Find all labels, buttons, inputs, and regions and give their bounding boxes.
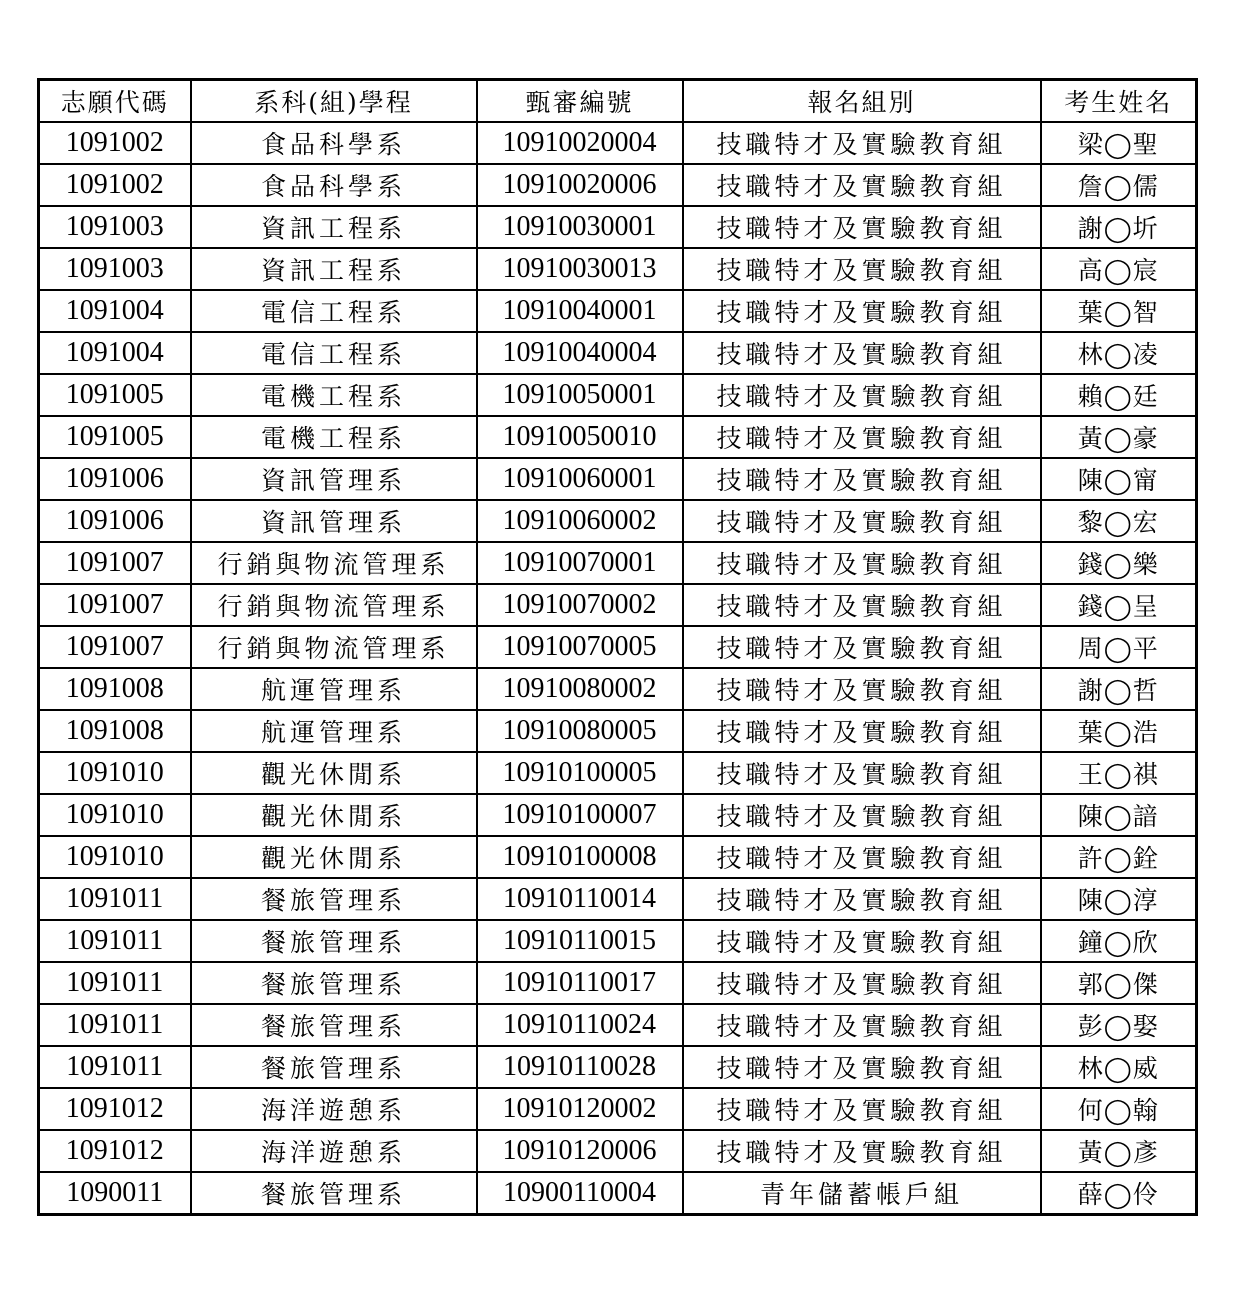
exam-number-cell: 10910050010: [477, 416, 683, 458]
table-row: [39, 1004, 1197, 1046]
table-row: [39, 164, 1197, 206]
table-row: [39, 332, 1197, 374]
exam-number-cell: 10910070002: [477, 584, 683, 626]
candidate-name-cell: 葉◯智: [1041, 290, 1197, 332]
candidate-name-cell: 鐘◯欣: [1041, 920, 1197, 962]
department-cell: 觀光休閒系: [191, 836, 477, 878]
application-group-cell: 技職特才及實驗教育組: [683, 794, 1041, 836]
exam-number-cell: 10910110015: [477, 920, 683, 962]
application-group-cell: 技職特才及實驗教育組: [683, 416, 1041, 458]
application-group-cell: 技職特才及實驗教育組: [683, 122, 1041, 164]
table-header: [39, 80, 1197, 123]
candidate-name-cell: 周◯平: [1041, 626, 1197, 668]
exam-number-cell: 10900110004: [477, 1172, 683, 1215]
choice-code-cell: 1091002: [39, 164, 191, 206]
table-row: [39, 248, 1197, 290]
choice-code-cell: 1091006: [39, 500, 191, 542]
exam-number-cell: 10910120002: [477, 1088, 683, 1130]
candidate-name-cell: 錢◯樂: [1041, 542, 1197, 584]
exam-number-cell: 10910030013: [477, 248, 683, 290]
candidate-name-cell: 薛◯伶: [1041, 1172, 1197, 1215]
department-cell: 電信工程系: [191, 290, 477, 332]
candidate-name-cell: 陳◯諳: [1041, 794, 1197, 836]
header-choice-code: 志願代碼: [39, 80, 191, 123]
table-row: [39, 752, 1197, 794]
choice-code-cell: 1091007: [39, 584, 191, 626]
application-group-cell: 技職特才及實驗教育組: [683, 836, 1041, 878]
candidate-name-cell: 何◯翰: [1041, 1088, 1197, 1130]
exam-number-cell: 10910110024: [477, 1004, 683, 1046]
header-row: [39, 80, 1197, 123]
exam-number-cell: 10910040004: [477, 332, 683, 374]
table-row: [39, 668, 1197, 710]
choice-code-cell: 1090011: [39, 1172, 191, 1215]
choice-code-cell: 1091010: [39, 752, 191, 794]
candidate-name-cell: 黃◯彥: [1041, 1130, 1197, 1172]
department-cell: 航運管理系: [191, 710, 477, 752]
choice-code-cell: 1091010: [39, 794, 191, 836]
candidate-name-cell: 彭◯娶: [1041, 1004, 1197, 1046]
department-cell: 食品科學系: [191, 164, 477, 206]
exam-number-cell: 10910100008: [477, 836, 683, 878]
department-cell: 餐旅管理系: [191, 878, 477, 920]
application-group-cell: 青年儲蓄帳戶組: [683, 1172, 1041, 1215]
exam-number-cell: 10910080002: [477, 668, 683, 710]
exam-number-cell: 10910060002: [477, 500, 683, 542]
application-group-cell: 技職特才及實驗教育組: [683, 332, 1041, 374]
table-row: [39, 416, 1197, 458]
choice-code-cell: 1091012: [39, 1130, 191, 1172]
choice-code-cell: 1091003: [39, 248, 191, 290]
choice-code-cell: 1091012: [39, 1088, 191, 1130]
department-cell: 資訊管理系: [191, 500, 477, 542]
exam-number-cell: 10910120006: [477, 1130, 683, 1172]
department-cell: 航運管理系: [191, 668, 477, 710]
department-cell: 資訊工程系: [191, 206, 477, 248]
table-row: [39, 878, 1197, 920]
candidate-name-cell: 陳◯淳: [1041, 878, 1197, 920]
application-group-cell: 技職特才及實驗教育組: [683, 920, 1041, 962]
table-body: [39, 122, 1197, 1215]
table-row: [39, 1046, 1197, 1088]
candidate-name-cell: 詹◯儒: [1041, 164, 1197, 206]
candidate-name-cell: 黃◯豪: [1041, 416, 1197, 458]
exam-number-cell: 10910070005: [477, 626, 683, 668]
choice-code-cell: 1091011: [39, 962, 191, 1004]
choice-code-cell: 1091005: [39, 374, 191, 416]
table-row: [39, 290, 1197, 332]
choice-code-cell: 1091011: [39, 1004, 191, 1046]
application-group-cell: 技職特才及實驗教育組: [683, 752, 1041, 794]
application-group-cell: 技職特才及實驗教育組: [683, 1088, 1041, 1130]
table-row: [39, 710, 1197, 752]
header-candidate-name: 考生姓名: [1041, 80, 1197, 123]
header-department: 系科(組)學程: [191, 80, 477, 123]
table-row: [39, 836, 1197, 878]
candidate-name-cell: 陳◯甯: [1041, 458, 1197, 500]
application-group-cell: 技職特才及實驗教育組: [683, 626, 1041, 668]
exam-number-cell: 10910100005: [477, 752, 683, 794]
table-row: [39, 542, 1197, 584]
candidate-name-cell: 葉◯浩: [1041, 710, 1197, 752]
department-cell: 餐旅管理系: [191, 1004, 477, 1046]
exam-number-cell: 10910100007: [477, 794, 683, 836]
candidate-name-cell: 高◯宸: [1041, 248, 1197, 290]
table-row: [39, 206, 1197, 248]
candidate-name-cell: 謝◯圻: [1041, 206, 1197, 248]
application-group-cell: 技職特才及實驗教育組: [683, 290, 1041, 332]
department-cell: 電機工程系: [191, 374, 477, 416]
candidate-name-cell: 黎◯宏: [1041, 500, 1197, 542]
exam-number-cell: 10910030001: [477, 206, 683, 248]
application-group-cell: 技職特才及實驗教育組: [683, 374, 1041, 416]
application-group-cell: 技職特才及實驗教育組: [683, 962, 1041, 1004]
application-group-cell: 技職特才及實驗教育組: [683, 164, 1041, 206]
header-exam-number: 甄審編號: [477, 80, 683, 123]
department-cell: 海洋遊憩系: [191, 1130, 477, 1172]
table-row: [39, 1130, 1197, 1172]
table-row: [39, 962, 1197, 1004]
table-row: [39, 920, 1197, 962]
exam-number-cell: 10910020006: [477, 164, 683, 206]
department-cell: 海洋遊憩系: [191, 1088, 477, 1130]
candidate-name-cell: 林◯威: [1041, 1046, 1197, 1088]
choice-code-cell: 1091010: [39, 836, 191, 878]
table-row: [39, 500, 1197, 542]
department-cell: 電機工程系: [191, 416, 477, 458]
application-group-cell: 技職特才及實驗教育組: [683, 710, 1041, 752]
table-row: [39, 1088, 1197, 1130]
application-group-cell: 技職特才及實驗教育組: [683, 1130, 1041, 1172]
table-row: [39, 794, 1197, 836]
choice-code-cell: 1091003: [39, 206, 191, 248]
application-group-cell: 技職特才及實驗教育組: [683, 206, 1041, 248]
department-cell: 餐旅管理系: [191, 962, 477, 1004]
exam-number-cell: 10910050001: [477, 374, 683, 416]
header-application-group: 報名組別: [683, 80, 1041, 123]
department-cell: 資訊工程系: [191, 248, 477, 290]
department-cell: 行銷與物流管理系: [191, 626, 477, 668]
exam-number-cell: 10910080005: [477, 710, 683, 752]
department-cell: 觀光休閒系: [191, 752, 477, 794]
exam-number-cell: 10910110028: [477, 1046, 683, 1088]
choice-code-cell: 1091002: [39, 122, 191, 164]
table-row: [39, 1172, 1197, 1215]
exam-number-cell: 10910070001: [477, 542, 683, 584]
table-row: [39, 374, 1197, 416]
department-cell: 食品科學系: [191, 122, 477, 164]
candidate-name-cell: 謝◯哲: [1041, 668, 1197, 710]
choice-code-cell: 1091006: [39, 458, 191, 500]
department-cell: 行銷與物流管理系: [191, 542, 477, 584]
choice-code-cell: 1091007: [39, 542, 191, 584]
department-cell: 資訊管理系: [191, 458, 477, 500]
application-group-cell: 技職特才及實驗教育組: [683, 1046, 1041, 1088]
application-group-cell: 技職特才及實驗教育組: [683, 1004, 1041, 1046]
application-group-cell: 技職特才及實驗教育組: [683, 584, 1041, 626]
candidate-name-cell: 郭◯傑: [1041, 962, 1197, 1004]
choice-code-cell: 1091007: [39, 626, 191, 668]
table-row: [39, 584, 1197, 626]
choice-code-cell: 1091005: [39, 416, 191, 458]
department-cell: 電信工程系: [191, 332, 477, 374]
choice-code-cell: 1091004: [39, 332, 191, 374]
candidate-name-cell: 賴◯廷: [1041, 374, 1197, 416]
candidate-name-cell: 錢◯呈: [1041, 584, 1197, 626]
exam-number-cell: 10910040001: [477, 290, 683, 332]
exam-number-cell: 10910060001: [477, 458, 683, 500]
exam-number-cell: 10910020004: [477, 122, 683, 164]
choice-code-cell: 1091008: [39, 668, 191, 710]
department-cell: 餐旅管理系: [191, 1046, 477, 1088]
application-group-cell: 技職特才及實驗教育組: [683, 458, 1041, 500]
department-cell: 觀光休閒系: [191, 794, 477, 836]
choice-code-cell: 1091011: [39, 1046, 191, 1088]
department-cell: 餐旅管理系: [191, 920, 477, 962]
choice-code-cell: 1091008: [39, 710, 191, 752]
choice-code-cell: 1091011: [39, 920, 191, 962]
department-cell: 餐旅管理系: [191, 1172, 477, 1215]
choice-code-cell: 1091004: [39, 290, 191, 332]
application-group-cell: 技職特才及實驗教育組: [683, 542, 1041, 584]
candidate-name-cell: 梁◯聖: [1041, 122, 1197, 164]
admission-list-table: [37, 78, 1198, 1216]
table-row: [39, 626, 1197, 668]
table-row: [39, 458, 1197, 500]
application-group-cell: 技職特才及實驗教育組: [683, 878, 1041, 920]
application-group-cell: 技職特才及實驗教育組: [683, 500, 1041, 542]
application-group-cell: 技職特才及實驗教育組: [683, 248, 1041, 290]
candidate-name-cell: 許◯銓: [1041, 836, 1197, 878]
candidate-name-cell: 林◯凌: [1041, 332, 1197, 374]
exam-number-cell: 10910110014: [477, 878, 683, 920]
department-cell: 行銷與物流管理系: [191, 584, 477, 626]
choice-code-cell: 1091011: [39, 878, 191, 920]
application-group-cell: 技職特才及實驗教育組: [683, 668, 1041, 710]
exam-number-cell: 10910110017: [477, 962, 683, 1004]
table-row: [39, 122, 1197, 164]
candidate-name-cell: 王◯祺: [1041, 752, 1197, 794]
